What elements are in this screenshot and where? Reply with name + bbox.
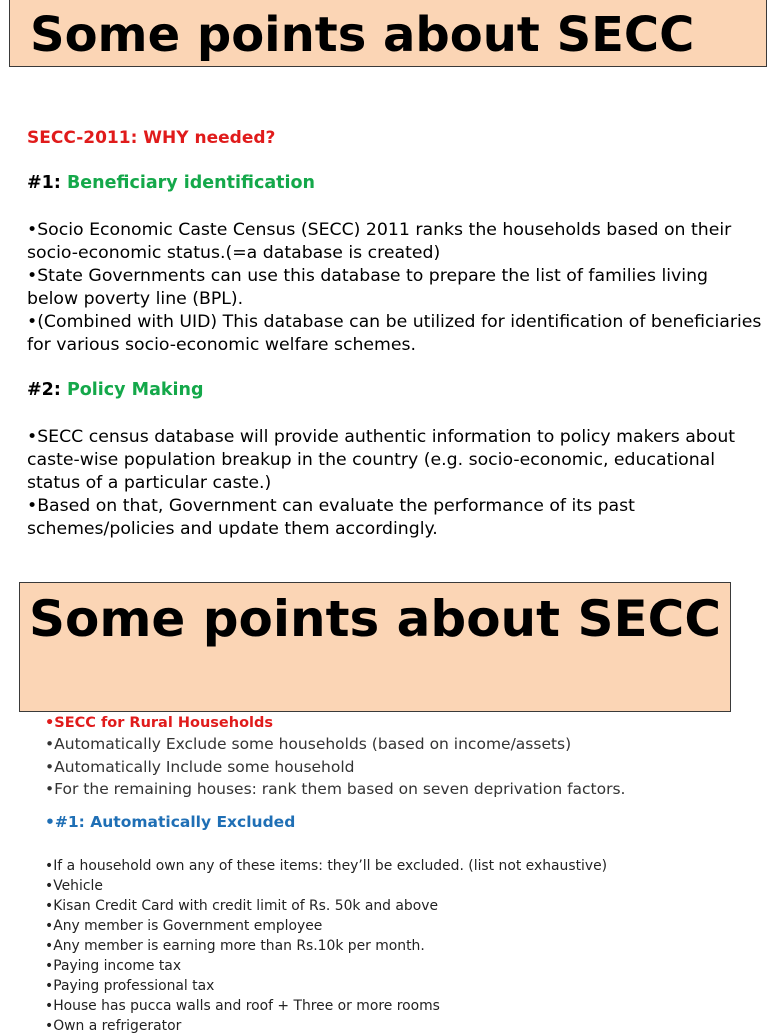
point2-label: Policy Making — [66, 380, 204, 400]
point1-label: Beneficiary identification — [66, 173, 315, 193]
point2-bullet: •Based on that, Government can evaluate the performance of its past schemes/policies and update them accordingly. — [27, 496, 635, 539]
point2-heading — [27, 378, 762, 402]
automatically-excluded-heading: •#1: Automatically Excluded — [45, 813, 296, 831]
slide1-question-heading: SECC-2011: WHY needed? — [27, 128, 276, 148]
point1-bullet: •State Governments can use this database to prepare the list of families living below poverty line (BPL). — [27, 266, 709, 309]
list-item: •Paying professional tax — [45, 978, 215, 994]
list-item: •Own a refrigerator — [45, 1018, 182, 1034]
point1-bullet: •Socio Economic Caste Census (SECC) 2011 ranks the households based on their socio-economic status.(=a database is created) — [27, 220, 732, 263]
point2-bullet: •SECC census database will provide authentic information to policy makers about caste-wise population breakup in the country (e.g. socio-economic, educational status of a particular caste.) — [27, 427, 736, 493]
rural-households-list — [45, 733, 760, 801]
point1-number: #1: — [27, 173, 61, 193]
list-item: •Vehicle — [45, 878, 103, 894]
point1-bullets — [27, 219, 762, 357]
slide2-title-box — [19, 582, 731, 712]
list-item: •If a household own any of these items: they’ll be excluded. (list not exhaustive) — [45, 858, 608, 874]
list-item: •Kisan Credit Card with credit limit of Rs. 50k and above — [45, 898, 439, 914]
list-item: •Automatically Include some household — [45, 757, 355, 776]
list-item: •For the remaining houses: rank them based on seven deprivation factors. — [45, 780, 626, 799]
point1-heading — [27, 171, 762, 195]
rural-households-heading: •SECC for Rural Households — [45, 715, 274, 731]
point2-number: #2: — [27, 380, 61, 400]
list-item: •House has pucca walls and roof + Three or more rooms — [45, 998, 440, 1014]
point2-bullets — [27, 426, 762, 541]
point1-bullet: •(Combined with UID) This database can be utilized for identification of beneficiaries for various socio-economic welfare schemes. — [27, 312, 762, 355]
automatically-excluded-list — [45, 856, 760, 1036]
list-item: •Any member is earning more than Rs.10k per month. — [45, 938, 425, 954]
list-item: •Paying income tax — [45, 958, 182, 974]
slide1-title: Some points about SECC — [30, 7, 695, 63]
slide2-title: Some points about SECC — [28, 590, 722, 648]
list-item: •Any member is Government employee — [45, 918, 323, 934]
list-item: •Automatically Exclude some households (based on income/assets) — [45, 735, 572, 753]
